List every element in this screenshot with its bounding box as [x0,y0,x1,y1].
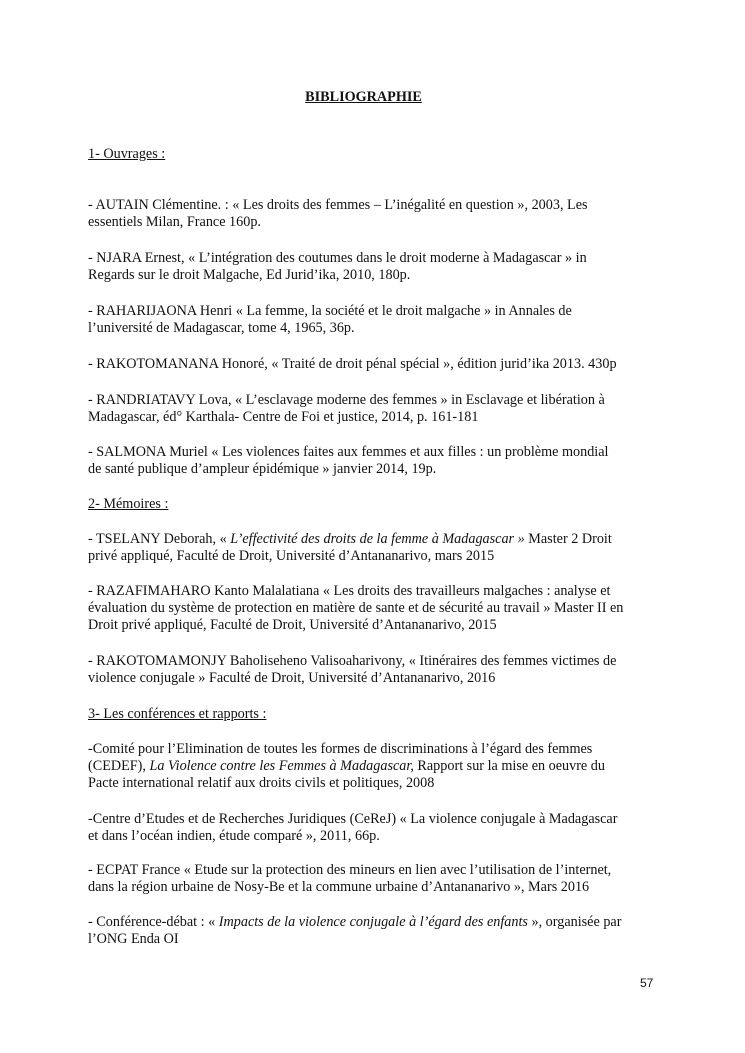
entry-line: - RAHARIJAONA Henri « La femme, la société et le droit malgache » in Annales de [88,303,572,319]
bibliography-entry [88,741,668,792]
entry-line: - ECPAT France « Etude sur la protection des mineurs en lien avec l’utilisation de l’internet, [88,862,612,878]
entry-italic-title: Impacts de la violence conjugale à l’égard des enfants [218,914,528,930]
entry-text: », organisée par [527,914,622,930]
entry-line: l’ONG Enda OI [88,931,179,947]
entry-line: essentiels Milan, France 160p. [88,214,261,230]
entry-line: Madagascar, éd° Karthala- Centre de Foi et justice, 2014, p. 161-181 [88,409,479,425]
entry-line: l’université de Madagascar, tome 4, 1965, 36p. [88,320,355,336]
entry-line [88,914,668,931]
bibliography-entry [88,392,668,426]
entry-line: Droit privé appliqué, Faculté de Droit, Université d’Antananarivo, 2015 [88,617,497,633]
bibliography-entry [88,914,668,948]
entry-text: Rapport sur la mise en oeuvre du [413,758,605,774]
entry-line: - RAZAFIMAHARO Kanto Malalatiana « Les droits des travailleurs malgaches : analyse et [88,583,611,599]
entry-text: - TSELANY Deborah, « [88,531,231,547]
entry-line: Pacte international relatif aux droits civils et politiques, 2008 [88,775,435,791]
entry-line: - NJARA Ernest, « L’intégration des coutumes dans le droit moderne à Madagascar » in [88,250,587,266]
page-number: 57 [640,976,654,990]
bibliography-entry [88,862,668,896]
bibliography-entry [88,531,668,565]
bibliography-entry [88,811,668,845]
entry-text: Master 2 Droit [524,531,612,547]
bibliography-entry [88,197,668,231]
entry-line: -Centre d’Etudes et de Recherches Juridiques (CeReJ) « La violence conjugale à Madagascar [88,811,618,827]
bibliography-entry [88,303,668,337]
section-heading-conferences: 3- Les conférences et rapports : [88,706,267,722]
section-heading-ouvrages: 1- Ouvrages : [88,146,166,162]
entry-line: évaluation du système de protection en matière de sante et de sécurité au travail » Master II en [88,600,624,616]
entry-italic-title: La Violence contre les Femmes à Madagascar, [149,758,414,774]
entry-line: Regards sur le droit Malgache, Ed Jurid’ika, 2010, 180p. [88,267,411,283]
entry-line: - RAKOTOMANANA Honoré, « Traité de droit pénal spécial », édition jurid’ika 2013. 430p [88,356,617,372]
entry-line: dans la région urbaine de Nosy-Be et la commune urbaine d’Antananarivo », Mars 2016 [88,879,590,895]
entry-line [88,531,668,548]
bibliography-entry [88,653,668,687]
bibliography-entry [88,444,668,478]
bibliography-entry [88,250,668,284]
entry-line: - RAKOTOMAMONJY Baholiseheno Valisoaharivony, « Itinéraires des femmes victimes de [88,653,617,669]
entry-text: - Conférence-débat : « [88,914,219,930]
entry-text: (CEDEF), [88,758,150,774]
entry-line: violence conjugale » Faculté de Droit, Université d’Antananarivo, 2016 [88,670,496,686]
entry-line: privé appliqué, Faculté de Droit, Université d’Antananarivo, mars 2015 [88,548,495,564]
bibliography-entry [88,583,668,634]
entry-italic-title: L’effectivité des droits de la femme à Madagascar » [230,531,525,547]
section-heading-memoires: 2- Mémoires : [88,496,169,512]
page-title: BIBLIOGRAPHIE [305,89,422,105]
entry-line: de santé publique d’ampleur épidémique » janvier 2014, 19p. [88,461,437,477]
bibliography-entry [88,356,668,373]
entry-line: et dans l’océan indien, étude comparé », 2011, 66p. [88,828,380,844]
entry-line: -Comité pour l’Elimination de toutes les formes de discriminations à l’égard des femmes [88,741,593,757]
entry-line [88,758,668,775]
entry-line: - SALMONA Muriel « Les violences faites aux femmes et aux filles : un problème mondial [88,444,609,460]
entry-line: - AUTAIN Clémentine. : « Les droits des femmes – L’inégalité en question », 2003, Les [88,197,588,213]
entry-line: - RANDRIATAVY Lova, « L’esclavage moderne des femmes » in Esclavage et libération à [88,392,605,408]
